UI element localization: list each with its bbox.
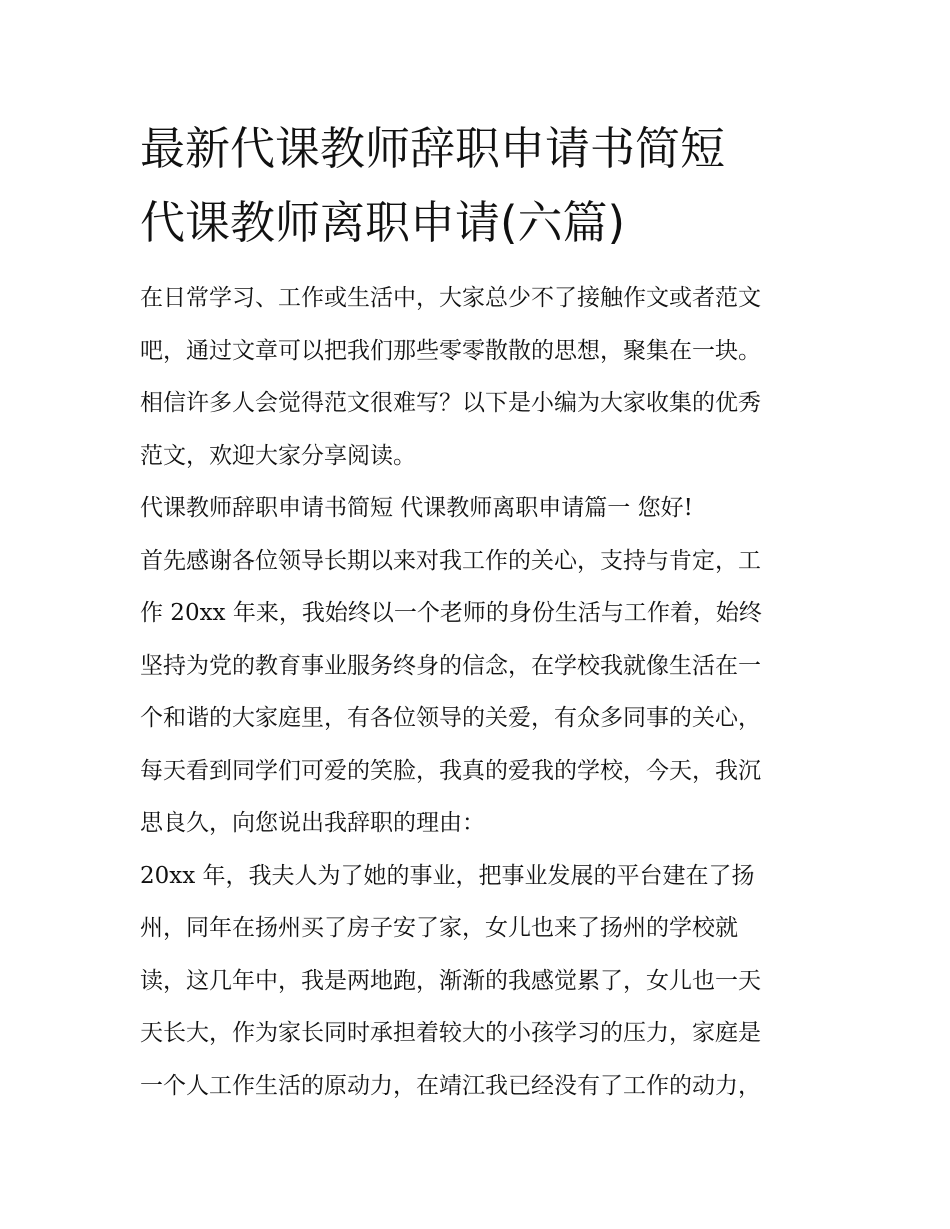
- body-line: 相信许多人会觉得范文很难写？以下是小编为大家收集的优秀: [140, 390, 761, 416]
- body-line: 天长大，作为家长同时承担着较大的小孩学习的压力，家庭是: [140, 1020, 761, 1046]
- body-line: 作 20xx 年来，我始终以一个老师的身份生活与工作着，始终: [140, 600, 762, 626]
- section-heading-line: 代课教师辞职申请书简短 代课教师离职申请篇一 您好!: [140, 495, 693, 521]
- title-line: 最新代课教师辞职申请书简短: [140, 122, 726, 175]
- title-line: 代课教师离职申请(六篇): [140, 196, 626, 249]
- body-line: 每天看到同学们可爱的笑脸，我真的爱我的学校，今天，我沉: [140, 757, 761, 784]
- body-line: 在日常学习、工作或生活中，大家总少不了接触作文或者范文: [140, 285, 761, 311]
- body-line: 20xx 年，我夫人为了她的事业，把事业发展的平台建在了扬: [140, 862, 755, 889]
- body-line: 个和谐的大家庭里，有各位领导的关爱，有众多同事的关心，: [140, 705, 761, 731]
- body-line: 首先感谢各位领导长期以来对我工作的关心，支持与肯定，工: [140, 547, 761, 574]
- body-line: 范文，欢迎大家分享阅读。: [140, 442, 416, 469]
- body-line: 州，同年在扬州买了房子安了家，女儿也来了扬州的学校就: [140, 915, 738, 941]
- body-line: 吧，通过文章可以把我们那些零零散散的思想，聚集在一块。: [140, 337, 761, 364]
- document-title: [140, 112, 820, 260]
- body-line: 读，这几年中，我是两地跑，渐渐的我感觉累了，女儿也一天: [140, 967, 761, 994]
- body-line: 坚持为党的教育事业服务终身的信念，在学校我就像生活在一: [140, 652, 761, 679]
- body-line: 一个人工作生活的原动力，在靖江我已经没有了工作的动力，: [140, 1072, 761, 1099]
- body-line: 思良久，向您说出我辞职的理由：: [140, 810, 485, 836]
- document-body: [140, 272, 820, 1112]
